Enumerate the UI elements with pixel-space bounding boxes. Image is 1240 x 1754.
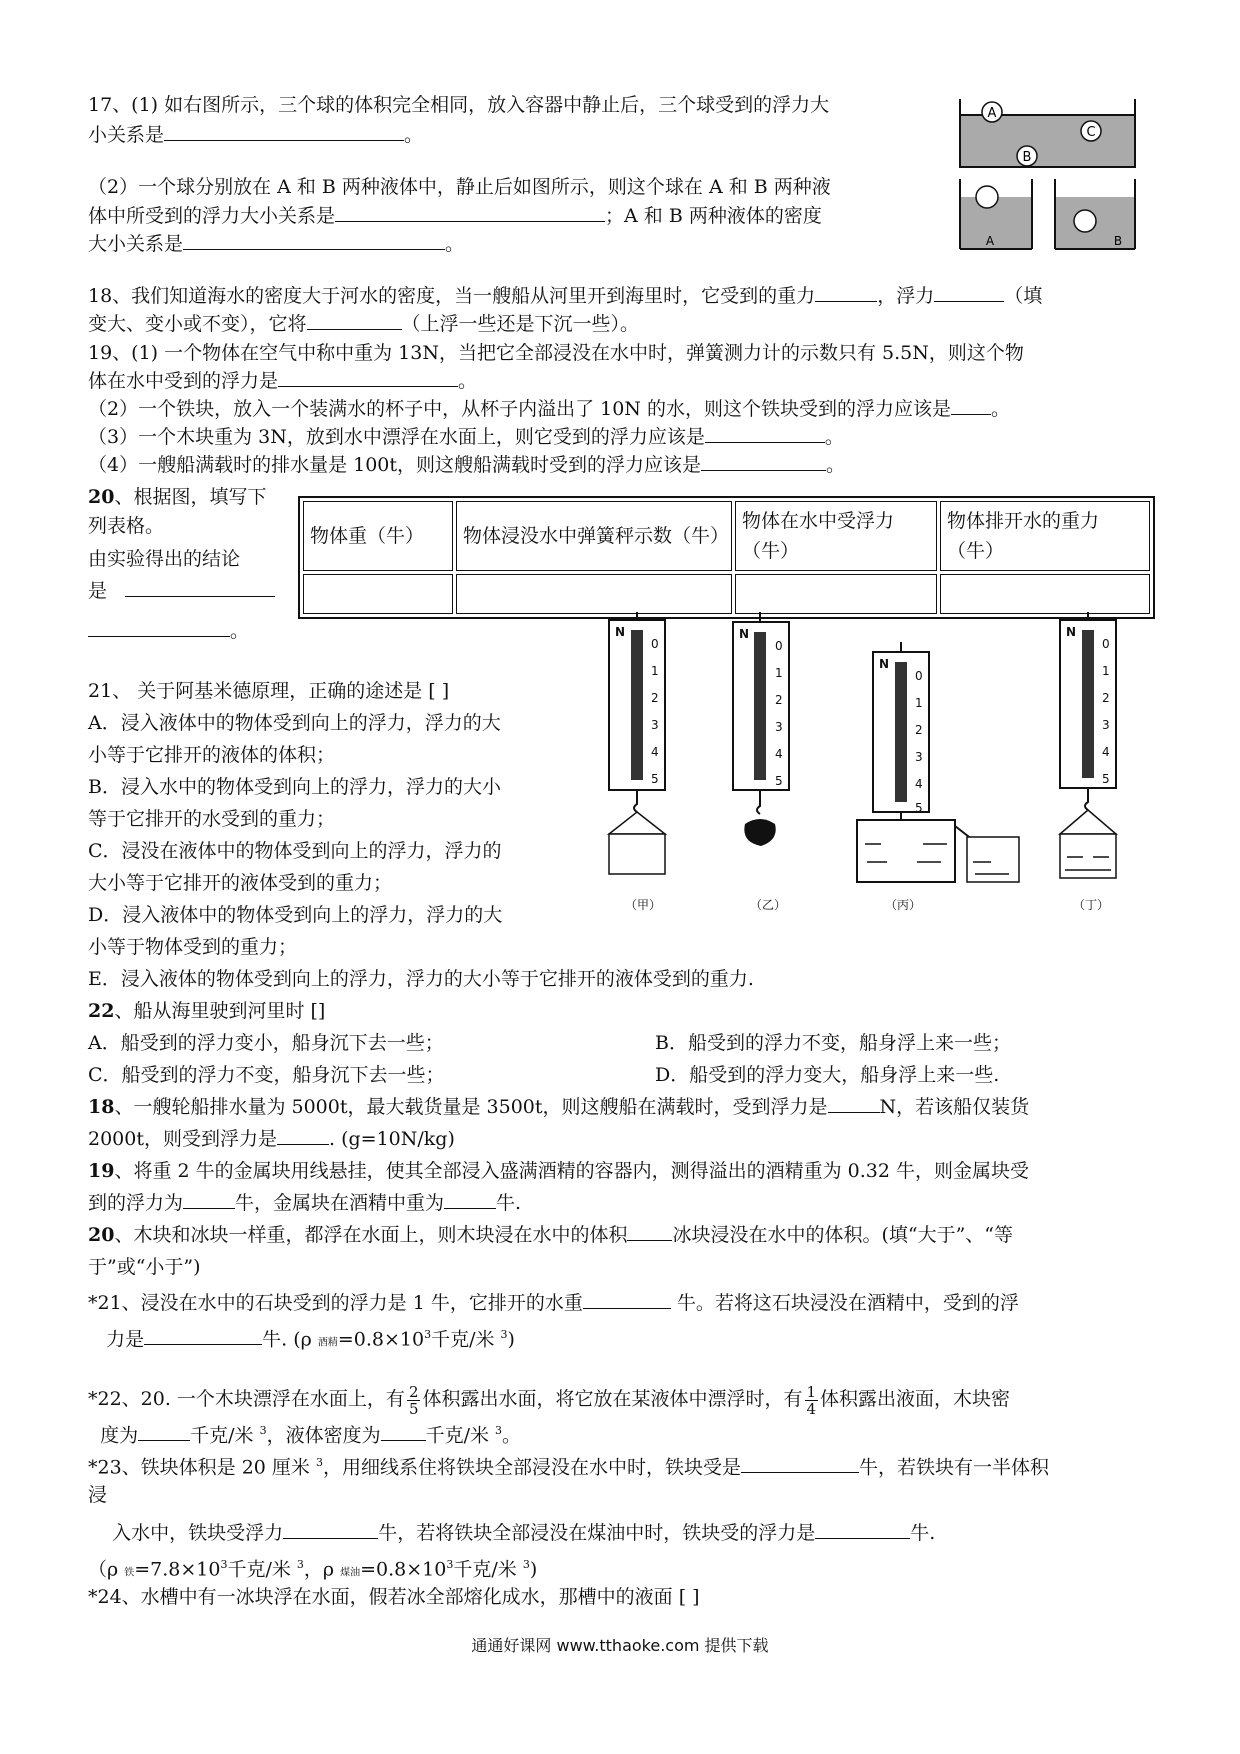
q19b-blank1[interactable]	[183, 1190, 235, 1209]
fraction-two-fifths: $\frac{2}{5}$	[408, 1382, 419, 1418]
q22b-line2: 度为 千克/米 $^3$，液体密度为 千克/米 $^3$。	[100, 1424, 522, 1447]
q19a-line5: （4）一艘船满载时的排水量是 100t，则这艘船满载时受到的浮力应该是 。	[88, 454, 846, 476]
q17-line1: 17、(1) 如右图所示，三个球的体积完全相同，放入容器中静止后，三个球受到的浮力大	[88, 94, 830, 116]
q20a-line5: 。	[88, 618, 1240, 644]
svg-text:5: 5	[1102, 772, 1110, 786]
q21a-option-a[interactable]: A．浸入液体中的物体受到向上的浮力，浮力的大	[88, 712, 501, 734]
q21b-line1: *21、浸没在水中的石块受到的浮力是 1 牛，它排开的水重 牛。若将这石块浸没在酒精中，受到的浮	[88, 1292, 1019, 1314]
q19b-line2: 到的浮力为 牛，金属块在酒精中重为 牛.	[88, 1192, 522, 1214]
q19a-blank3[interactable]	[705, 424, 825, 443]
q23-blank2[interactable]	[283, 1520, 378, 1539]
q17-blank1[interactable]	[164, 122, 404, 141]
svg-text:2: 2	[1102, 691, 1110, 705]
footer: 通通好课网 www.tthaoke.com 提供下载	[471, 1636, 769, 1655]
svg-text:2: 2	[775, 693, 783, 707]
q21a-option-a-cont: 小等于它排开的液体的体积；	[88, 744, 336, 766]
svg-text:4: 4	[651, 745, 659, 759]
q18a-blank3[interactable]	[307, 311, 402, 330]
q22a-title: 22、船从海里驶到河里时 []	[88, 1000, 326, 1022]
table-answer-cell[interactable]	[735, 574, 937, 614]
q19b-line1: 19、将重 2 牛的金属块用线悬挂，使其全部浸入盛满酒精的容器内，测得溢出的酒精重为 0.32 牛，则金属块受	[88, 1160, 1030, 1182]
q17-line5: 大小关系是 。	[88, 233, 465, 255]
q21b-blank2[interactable]	[144, 1326, 262, 1345]
q17-line2: 小关系是 。	[88, 124, 424, 146]
q21b-blank1[interactable]	[583, 1290, 671, 1309]
q21a-option-b-cont: 等于它排开的水受到的重力；	[88, 808, 336, 830]
q17-liquid-figure	[955, 175, 1145, 255]
q17-line4: 体中所受到的浮力大小关系是 ；A 和 B 两种液体的密度	[88, 205, 822, 227]
q18a-line2: 变大、变小或不变），它将 （上浮一些还是下沉一些）。	[88, 313, 640, 335]
svg-text:B: B	[1113, 234, 1123, 248]
svg-text:0: 0	[915, 669, 923, 683]
q20a-line3: 由实验得出的结论	[88, 548, 241, 570]
q21a-option-b[interactable]: B．浸入水中的物体受到向上的浮力，浮力的大小	[88, 776, 501, 798]
q20a-line2: 列表格。	[88, 515, 165, 537]
svg-text:A: A	[987, 106, 997, 121]
q20a-line1: 20、根据图，填写下	[88, 486, 267, 508]
svg-text:（乙）: （乙）	[750, 898, 787, 912]
q18b-blank1[interactable]	[828, 1094, 880, 1113]
q17-container-figure	[955, 95, 1145, 175]
q23-line1: *23、铁块体积是 20 厘米 $^3$，用细线系住将铁块全部浸没在水中时，铁块受是 牛，若铁块有一半体积	[88, 1456, 1050, 1479]
q21a-option-d[interactable]: D．浸入液体中的物体受到向上的浮力，浮力的大	[88, 904, 503, 926]
svg-text:A: A	[985, 234, 995, 248]
svg-text:N: N	[879, 657, 890, 671]
q20b-line1: 20、木块和冰块一样重，都浮在水面上，则木块浸在水中的体积 冰块浸没在水中的体积。(填“大于”、“等	[88, 1224, 1014, 1246]
q23-line3: 入水中，铁块受浮力 牛，若将铁块全部浸没在煤油中时，铁块受的浮力是 牛.	[112, 1522, 936, 1544]
q23-blank1[interactable]	[741, 1454, 859, 1473]
q17-line3: （2）一个球分别放在 A 和 B 两种液体中，静止后如图所示，则这个球在 A 和 B 两种液	[88, 176, 831, 198]
table-answer-cell[interactable]	[303, 574, 453, 614]
svg-text:N: N	[739, 627, 750, 641]
svg-text:4: 4	[1102, 745, 1110, 759]
q18b-line2: 2000t，则受到浮力是 . (g=10N/kg)	[88, 1128, 455, 1150]
q19a-line2: 体在水中受到的浮力是 。	[88, 370, 478, 392]
svg-text:N: N	[615, 625, 626, 639]
q20b-blank1[interactable]	[627, 1222, 672, 1241]
q19a-line1: 19、(1) 一个物体在空气中称中重为 13N，当把它全部浸没在水中时，弹簧测力计的示数只有 5.5N，则这个物	[88, 342, 1024, 364]
q19b-blank2[interactable]	[444, 1190, 496, 1209]
q22a-option-b[interactable]: B．船受到的浮力不变，船身浮上来一些；	[655, 1032, 1011, 1054]
q19a-line3: （2）一个铁块，放入一个装满水的杯子中，从杯子内溢出了 10N 的水，则这个铁块受到的浮力应该是 。	[88, 398, 1010, 420]
q19a-blank2[interactable]	[951, 396, 991, 415]
q19a-line4: （3）一个木块重为 3N，放到水中漂浮在水面上，则它受到的浮力应该是 。	[88, 426, 844, 448]
svg-text:0: 0	[1102, 637, 1110, 651]
q21a-option-c[interactable]: C．浸没在液体中的物体受到向上的浮力，浮力的	[88, 840, 502, 862]
q19a-blank4[interactable]	[701, 452, 826, 471]
q18a-blank2[interactable]	[934, 283, 1004, 302]
q17-blank2[interactable]	[335, 203, 605, 222]
q22a-option-d[interactable]: D．船受到的浮力变大，船身浮上来一些.	[655, 1064, 1000, 1086]
svg-text:2: 2	[915, 723, 923, 737]
svg-text:5: 5	[651, 772, 659, 786]
q21b-line2: 力是 牛. (ρ 酒精$=0.8\times 10^3$千克/米 $^3$)	[106, 1328, 515, 1351]
table-answer-cell[interactable]	[940, 574, 1150, 614]
table-answer-cell[interactable]	[456, 574, 732, 614]
svg-text:C: C	[1086, 125, 1096, 140]
svg-text:5: 5	[775, 774, 783, 788]
svg-text:0: 0	[651, 637, 659, 651]
q18a-line1: 18、我们知道海水的密度大于河水的密度，当一艘船从河里开到海里时，它受到的重力 ，浮力 （填	[88, 285, 1043, 307]
svg-text:4: 4	[915, 777, 923, 791]
q21a-option-e[interactable]: E．浸入液体的物体受到向上的浮力，浮力的大小等于它排开的液体受到的重力.	[88, 968, 754, 990]
table-header-cell: 物体排开水的重力（牛）	[940, 501, 1150, 571]
table-row	[303, 501, 1150, 571]
table-header-cell: 物体重（牛）	[303, 501, 453, 571]
svg-text:1: 1	[1102, 664, 1110, 678]
q22b-blank1[interactable]	[138, 1422, 190, 1441]
svg-text:3: 3	[651, 718, 659, 732]
q23-blank3[interactable]	[815, 1520, 910, 1539]
q20-table	[298, 496, 1155, 619]
q20a-blank2[interactable]	[88, 618, 230, 637]
svg-text:3: 3	[775, 720, 783, 734]
svg-text:1: 1	[651, 664, 659, 678]
q18b-blank2[interactable]	[277, 1126, 329, 1145]
q20b-line2: 于”或“小于”)	[88, 1256, 201, 1278]
q21a-option-d-cont: 小等于物体受到的重力；	[88, 936, 298, 958]
svg-text:（丁）: （丁）	[1073, 898, 1110, 912]
svg-text:0: 0	[775, 639, 783, 653]
q20a-blank1[interactable]	[125, 578, 275, 597]
q22b-blank2[interactable]	[381, 1422, 426, 1441]
svg-text:2: 2	[651, 691, 659, 705]
svg-text:（甲）: （甲）	[625, 898, 662, 912]
table-header-cell: 物体在水中受浮力（牛）	[735, 501, 937, 571]
svg-text:（丙）: （丙）	[885, 898, 922, 912]
svg-text:1: 1	[915, 696, 923, 710]
table-row	[303, 574, 1150, 614]
svg-text:1: 1	[775, 666, 783, 680]
q23-line2: 浸	[88, 1484, 108, 1506]
svg-text:N: N	[1066, 625, 1077, 639]
q17-blank3[interactable]	[183, 231, 445, 250]
svg-text:B: B	[1022, 150, 1032, 165]
svg-text:5: 5	[915, 801, 923, 815]
fraction-one-quarter: $\frac{1}{4}$	[806, 1382, 817, 1418]
q22b-line1: *22、20. 一个木块漂浮在水面上，有 $\frac{2}{5}$ 体积露出水面，将它放在某液体中漂浮时，有 $\frac{1}{4}$ 体积露出液面，木块密	[88, 1382, 1011, 1418]
q18b-line1: 18、一艘轮船排水量为 5000t，最大载货量是 3500t，则这艘船在满载时，受到浮力是 N，若该船仅装货	[88, 1096, 1030, 1118]
q24-line1: *24、水槽中有一冰块浮在水面，假若冰全部熔化成水，那槽中的液面 [ ]	[88, 1586, 700, 1608]
q22a-option-a[interactable]: A．船受到的浮力变小，船身沉下去一些；	[88, 1032, 444, 1054]
table-header-cell: 物体浸没水中弹簧秤示数（牛）	[456, 501, 732, 571]
svg-text:3: 3	[915, 750, 923, 764]
q20a-line4: 是	[88, 578, 1240, 604]
svg-text:3: 3	[1102, 718, 1110, 732]
q21a-option-c-cont: 大小等于它排开的液体受到的重力；	[88, 872, 393, 894]
q21a-title: 21、 关于阿基米德原理，正确的途述是 [ ]	[88, 680, 450, 702]
q18a-blank1[interactable]	[815, 283, 877, 302]
svg-text:4: 4	[775, 747, 783, 761]
q23-line4: （ρ 铁$=7.8\times 10^3$千克/米 $^3$，ρ 煤油$=0.8\times 10^3$千克/米 $^3$)	[88, 1558, 538, 1581]
q19a-blank1[interactable]	[278, 368, 458, 387]
q22a-option-c[interactable]: C．船受到的浮力不变，船身沉下去一些；	[88, 1064, 445, 1086]
